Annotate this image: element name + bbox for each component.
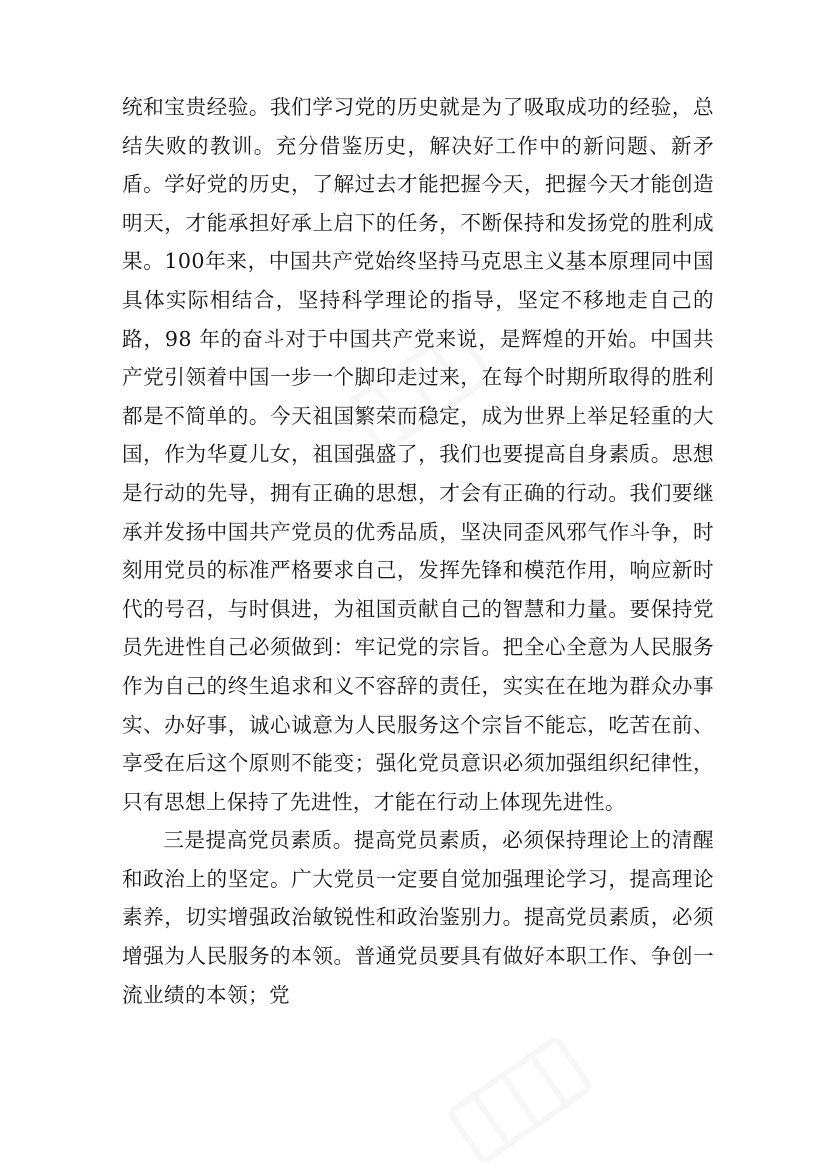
paragraph: 三是提高党员素质。提高党员素质，必须保持理论上的清醒和政治上的坚定。广大党员一定要自觉加强理论学习，提高理论素养，切实增强政治敏锐性和政治鉴别力。提高党员素质，必须增强为人民服务的本领。普通党员要具有做好本职工作、争创一流业绩的本领；党 [122,828,714,1007]
watermark-logo [430,1030,610,1170]
body-text [122,88,714,1014]
paragraph: 统和宝贵经验。我们学习党的历史就是为了吸取成功的经验，总结失败的教训。充分借鉴历史，解决好工作中的新问题、新矛盾。学好党的历史，了解过去才能把握今天，把握今天才能创造明天，才能承担好承上启下的任务，不断保持和发扬党的胜利成果。100年来，中国共产党始终坚持马克思主义基本原理同中国具体实际相结合，坚持科学理论的指导，坚定不移地走自己的路，98 年的奋斗对于中国共产党来说，是辉煌的开始。中国共产党引领着中国一步一个脚印走过来，在每个时期所取得的胜利都是不简单的。今天祖国繁荣而稳定，成为世界上举足轻重的大国，作为华夏儿女，祖国强盛了，我们也要提高自身素质。思想是行动的先导，拥有正确的思想，才会有正确的行动。我们要继承并发扬中国共产党员的优秀品质，坚决同歪风邪气作斗争，时刻用党员的标准严格要求自己，发挥先锋和模范作用，响应新时代的号召，与时俱进，为祖国贡献自己的智慧和力量。要保持党员先进性自己必须做到：牢记党的宗旨。把全心全意为人民服务作为自己的终生追求和义不容辞的责任，实实在在地为群众办事实、办好事，诚心诚意为人民服务这个宗旨不能忘，吃苦在前、享受在后这个原则不能变；强化党员意识必须加强组织纪律性，只有思想上保持了先进性，才能在行动上体现先进性。 [122,95,714,814]
